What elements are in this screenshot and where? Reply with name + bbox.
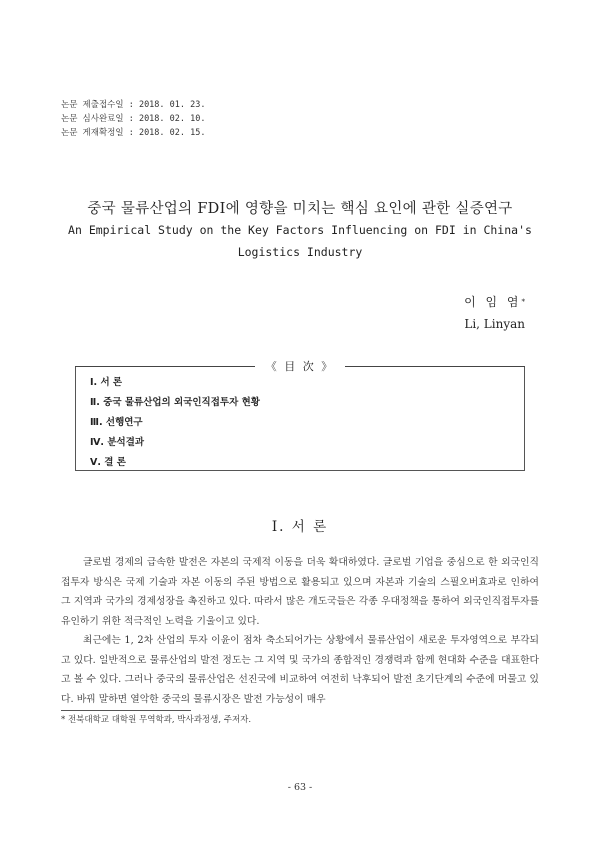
date-accepted: 논문 게재확정일 : 2018. 02. 15. xyxy=(61,128,206,138)
title-english-line2: Logistics Industry xyxy=(237,245,363,259)
author-korean: 이 임 염 xyxy=(464,295,522,309)
toc-item: Ⅴ. 결 론 xyxy=(90,457,126,468)
date-reviewed: 논문 심사완료일 : 2018. 02. 10. xyxy=(61,114,206,124)
footnote-rule xyxy=(61,710,191,711)
page-number: - 63 - xyxy=(287,782,313,793)
author-english: Li, Linyan xyxy=(464,317,525,331)
title-english xyxy=(0,219,600,263)
section-heading: Ⅰ. 서 론 xyxy=(271,519,329,535)
table-of-contents xyxy=(75,367,525,471)
toc-title: 《 目 次 》 xyxy=(265,360,335,373)
toc-item: Ⅰ. 서 론 xyxy=(90,377,123,388)
toc-item: Ⅱ. 중국 물류산업의 외국인직접투자 현황 xyxy=(90,397,260,408)
author-block xyxy=(464,291,525,335)
body-text xyxy=(61,553,539,709)
footnote: * 전북대학교 대학원 무역학과, 박사과정생, 주저자. xyxy=(61,715,252,725)
toc-item: Ⅳ. 분석결과 xyxy=(90,437,145,448)
submission-dates xyxy=(61,98,205,140)
author-footnote-mark: * xyxy=(521,298,525,306)
toc-item: Ⅲ. 선행연구 xyxy=(90,417,143,428)
paragraph: 글로벌 경제의 급속한 발전은 자본의 국제적 이동을 더욱 확대하였다. 글로벌 기업을 중심으로 한 외국인직접투자 방식은 국제 기술과 자본 이동의 주된 방법으로 활용되고 있으며 자본과 기술의 스필오버효과로 인하여 그 지역과 국가의 경제성장을 촉진하고 있다. 따라서 많은 개도국들은 각종 우대정책을 통하여 외국인직접투자를 유인하기 위한 적극적인 노력을 기울이고 있다. xyxy=(61,557,539,627)
title-english-line1: An Empirical Study on the Key Factors Influencing on FDI in China's xyxy=(68,223,532,237)
paragraph: 최근에는 1, 2차 산업의 투자 이윤이 점차 축소되어가는 상황에서 물류산업이 새로운 투자영역으로 부각되고 있다. 일반적으로 물류산업의 발전 정도는 그 지역 및 국가의 종합적인 경쟁력과 함께 현대화 수준을 대표한다고 볼 수 있다. 그러나 중국의 물류산업은 선진국에 비교하여 여전히 낙후되어 발전 초기단계의 수준에 머물고 있다. 바꿔 말하면 열악한 중국의 물류시장은 발전 가능성이 매우 xyxy=(61,635,539,705)
title-korean: 중국 물류산업의 FDI에 영향을 미치는 핵심 요인에 관한 실증연구 xyxy=(87,201,513,217)
date-submitted: 논문 제출접수일 : 2018. 01. 23. xyxy=(61,100,206,110)
